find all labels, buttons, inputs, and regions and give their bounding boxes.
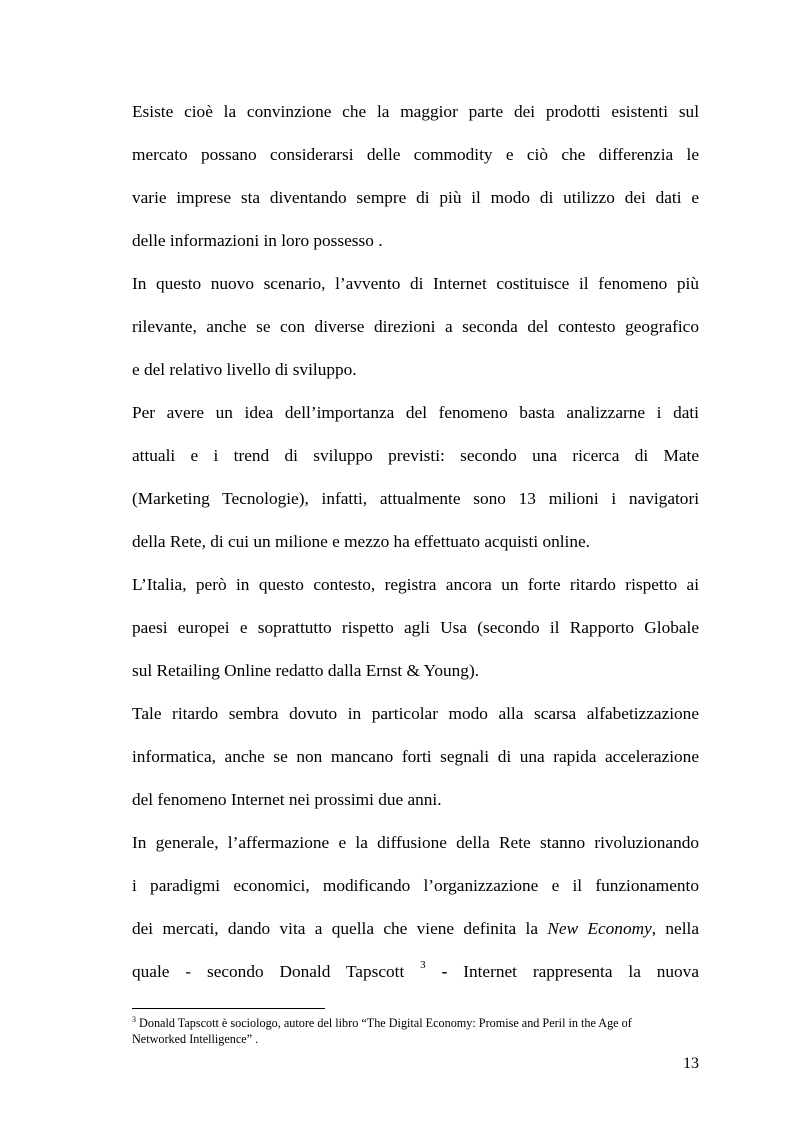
footnote-separator [132,1008,325,1009]
p1-line-3: varie imprese sta diventando sempre di più il modo di utilizzo dei dati e [132,188,699,207]
p3-line-3: (Marketing Tecnologie), infatti, attualmente sono 13 milioni i navigatori [132,489,699,508]
p3-line-2: attuali e i trend di sviluppo previsti: secondo una ricerca di Mate [132,446,699,465]
p3-line-1: Per avere un idea dell’importanza del fenomeno basta analizzarne i dati [132,403,699,422]
p3-line-4: della Rete, di cui un milione e mezzo ha effettuato acquisti online. [132,532,590,551]
p4-line-3: sul Retailing Online redatto dalla Ernst & Young). [132,661,480,680]
p5-line-2: informatica, anche se non mancano forti segnali di una rapida accelerazione [132,747,699,766]
footnote-ref-3[interactable]: 3 [420,959,426,971]
footnote-marker: 3 [132,1015,136,1024]
new-economy-term: New Economy [547,919,652,938]
p6-line-2: i paradigmi economici, modificando l’organizzazione e il funzionamento [132,876,699,895]
p2-line-3: e del relativo livello di sviluppo. [132,360,357,379]
p6-line-3-after: , nella [651,919,699,938]
p5-line-1: Tale ritardo sembra dovuto in particolar modo alla scarsa alfabetizzazione [132,704,699,723]
body-text [132,90,699,993]
p6-line-4-after: Internet rappresenta la nuova [463,962,699,981]
p6-line-3-before: dei mercati, dando vita a quella che viene definita la [132,919,539,938]
p6-line-4-before: quale - secondo Donald Tapscott [132,962,405,981]
footnote-3 [132,1016,699,1047]
p1-line-4: delle informazioni in loro possesso . [132,231,383,250]
footnote-line-2: Networked Intelligence” . [132,1032,259,1046]
p5-line-3: del fenomeno Internet nei prossimi due anni. [132,790,442,809]
p6-line-4 [132,950,699,993]
p6-line-1: In generale, l’affermazione e la diffusione della Rete stanno rivoluzionando [132,833,699,852]
footnote-text-1: Donald Tapscott è sociologo, autore del libro “The Digital Economy: Promise and Peril in the Age of [139,1016,632,1030]
p1-line-2: mercato possano considerarsi delle commodity e ciò che differenzia le [132,145,699,164]
p1-line-1: Esiste cioè la convinzione che la maggior parte dei prodotti esistenti sul [132,102,699,121]
em-dash: - [441,962,448,981]
p2-line-1: In questo nuovo scenario, l’avvento di Internet costituisce il fenomeno più [132,274,699,293]
p2-line-2: rilevante, anche se con diverse direzioni a seconda del contesto geografico [132,317,699,336]
p6-line-3 [132,907,699,950]
page-number: 13 [683,1055,699,1072]
p4-line-1: L’Italia, però in questo contesto, registra ancora un forte ritardo rispetto ai [132,575,699,594]
p4-line-2: paesi europei e soprattutto rispetto agli Usa (secondo il Rapporto Globale [132,618,699,637]
footnote-line-1 [132,1016,699,1032]
